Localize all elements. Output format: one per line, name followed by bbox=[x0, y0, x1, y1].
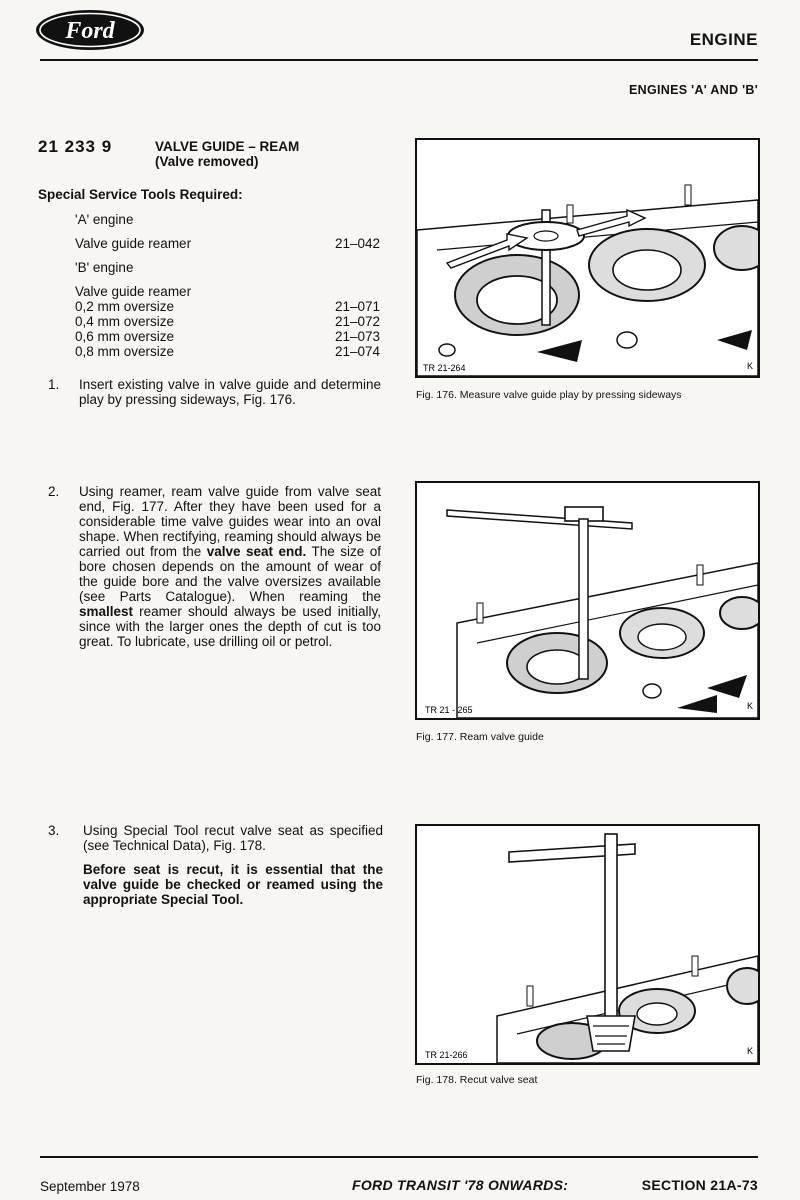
figure-177-caption: Fig. 177. Ream valve guide bbox=[416, 731, 544, 743]
footer-section: SECTION 21A-73 bbox=[641, 1177, 758, 1193]
footer-date: September 1978 bbox=[40, 1179, 140, 1194]
tools-engine-b: 'B' engine bbox=[75, 260, 134, 275]
ford-logo-text: Ford bbox=[65, 18, 115, 44]
step-3-warning: Before seat is recut, it is essential that the valve guide be checked or reamed using the appropriate Special Tool. bbox=[83, 862, 383, 907]
tool-code: 21–042 bbox=[334, 236, 380, 251]
tool-code: 21–071 bbox=[334, 299, 380, 314]
figure-178 bbox=[415, 824, 760, 1065]
step-2-text bbox=[79, 484, 381, 649]
figure-176-caption: Fig. 176. Measure valve guide play by pressing sideways bbox=[416, 389, 682, 401]
operation-subtitle: (Valve removed) bbox=[155, 154, 259, 169]
figure-178-tag: TR 21-266 bbox=[425, 1050, 468, 1060]
header-rule bbox=[40, 59, 758, 61]
footer-rule bbox=[40, 1156, 758, 1158]
step-2-emphasis: valve seat end. bbox=[206, 544, 307, 559]
step-3-text: Using Special Tool recut valve seat as specified (see Technical Data), Fig. 178. bbox=[83, 823, 383, 853]
figure-176-tag: TR 21-264 bbox=[423, 363, 466, 373]
tools-heading: Special Service Tools Required: bbox=[38, 187, 243, 202]
step-2-number: 2. bbox=[48, 484, 60, 499]
figure-176-k: K bbox=[747, 361, 754, 371]
tool-code: 21–073 bbox=[334, 329, 380, 344]
tools-b-list bbox=[75, 284, 380, 359]
tool-code: 21–074 bbox=[334, 344, 380, 359]
figure-178-illustration bbox=[417, 826, 758, 1063]
tool-label: Valve guide reamer bbox=[75, 284, 192, 299]
figure-176-illustration bbox=[417, 140, 758, 376]
figure-177 bbox=[415, 481, 760, 720]
operation-title bbox=[155, 139, 299, 169]
step-2-text-part: Using reamer, ream valve guide from valve seat end, Fig. 177. After they have been used for a considerable time valve guides wear into an oval shape. When rectifying, reaming should always be carried out from the bbox=[79, 484, 381, 559]
footer-title: FORD TRANSIT '78 ONWARDS: bbox=[352, 1177, 569, 1193]
step-1-text: Insert existing valve in valve guide and determine play by pressing sideways, Fig. 176. bbox=[79, 377, 381, 407]
step-2-text-part: The size of bore chosen depends on the amount of wear of the guide bore and the valve oversizes available (see Parts Catalogue). When reaming the bbox=[79, 544, 381, 604]
step-1-number: 1. bbox=[48, 377, 60, 392]
figure-178-caption: Fig. 178. Recut valve seat bbox=[416, 1074, 538, 1086]
subsection-heading: ENGINES 'A' AND 'B' bbox=[629, 83, 758, 97]
tool-label: 0,6 mm oversize bbox=[75, 329, 175, 344]
figure-176 bbox=[415, 138, 760, 378]
tool-code: 21–072 bbox=[334, 314, 380, 329]
tool-label: Valve guide reamer bbox=[75, 236, 192, 251]
figure-178-k: K bbox=[747, 1046, 754, 1056]
figure-177-k: K bbox=[747, 701, 754, 711]
section-heading: ENGINE bbox=[689, 30, 758, 49]
tools-a-reamer bbox=[75, 236, 380, 251]
tool-label: 0,8 mm oversize bbox=[75, 344, 175, 359]
tool-label: 0,2 mm oversize bbox=[75, 299, 175, 314]
step-2-emphasis: smallest bbox=[79, 604, 134, 619]
step-2-text-part: reamer should always be used initially, since with the larger ones the depth of cut is too great. To lubricate, use drilling oil or petrol. bbox=[79, 604, 381, 649]
operation-number: 21 233 9 bbox=[38, 137, 113, 156]
step-3-number: 3. bbox=[48, 823, 60, 838]
tools-engine-a: 'A' engine bbox=[75, 212, 134, 227]
operation-title-main: VALVE GUIDE – REAM bbox=[155, 139, 300, 154]
tool-label: 0,4 mm oversize bbox=[75, 314, 175, 329]
ford-logo bbox=[34, 8, 146, 52]
figure-177-illustration bbox=[417, 483, 758, 718]
figure-177-tag: TR 21 - 265 bbox=[425, 705, 473, 715]
